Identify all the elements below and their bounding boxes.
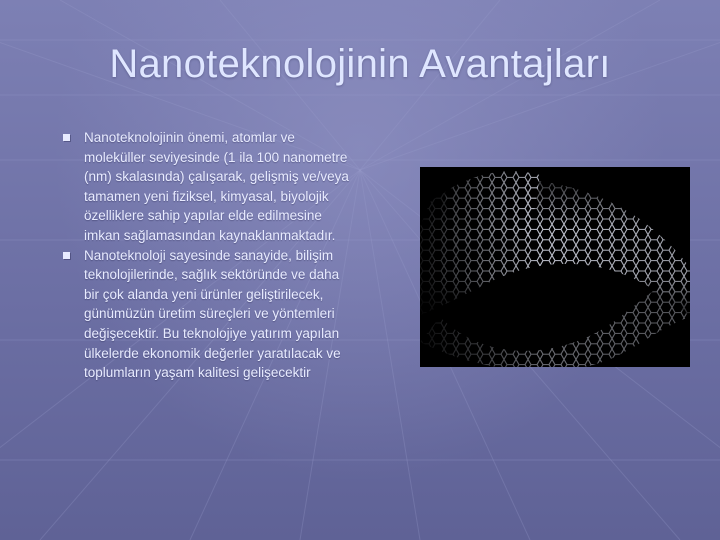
nanotube-image — [420, 167, 690, 367]
bullet-item — [56, 246, 356, 383]
square-bullet-icon — [63, 252, 70, 259]
slide-title: Nanoteknolojinin Avantajları — [109, 42, 611, 86]
bullet-text: Nanoteknolojinin önemi, atomlar ve moleküller seviyesinde (1 ila 100 nanometre (nm) skalasında) çalışarak, gelişmiş ve/veya tamamen yeni fiziksel, kimyasal, biyolojik özelliklere sahip yapılar elde edilmesine imkan sağlamasından kaynaklanmaktadır. — [84, 130, 349, 243]
bullet-text: Nanoteknoloji sayesinde sanayide, bilişim teknolojilerinde, sağlık sektöründe ve daha bir çok alanda yeni ürünler geliştirilecek, günümüzün üretim süreçleri ve yöntemleri değişecektir. Bu teknolojiye yatırım yapılan ülkelerde ekonomik değerler yaratılacak ve toplumların yaşam kalitesi gelişecektir — [84, 247, 341, 381]
bullet-item — [56, 128, 356, 246]
bullet-list — [56, 128, 356, 383]
carbon-nanotube-illustration — [420, 167, 690, 367]
square-bullet-icon — [63, 134, 70, 141]
